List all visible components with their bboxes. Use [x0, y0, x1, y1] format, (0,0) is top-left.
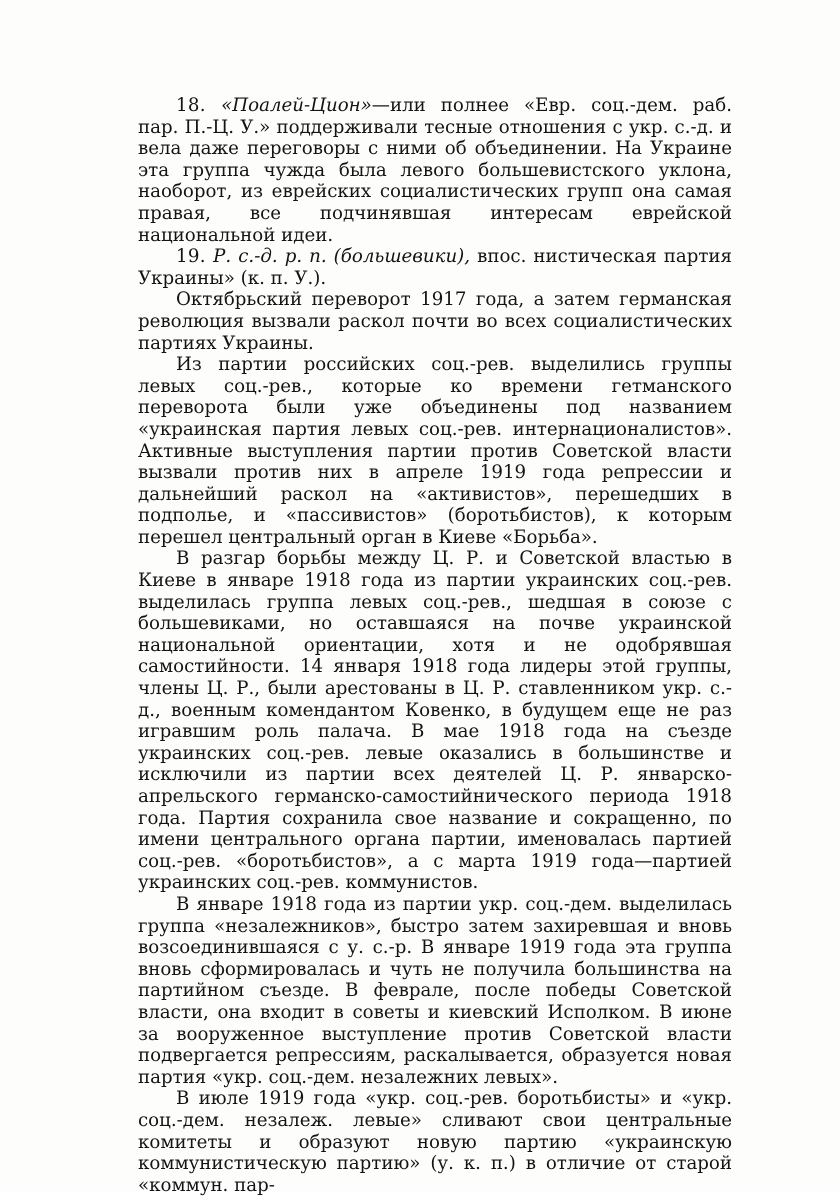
paragraph-text: —или полнее «Евр. соц.-дем. раб. пар. П.-Ц. У.» поддерживали тесные отношения с укр. с.-д. и вела даже переговоры с ними об объединении. На Украине эта группа чужда была левого большевистского уклона, наоборот, из еврейских социалистических групп она самая правая, все подчинявшая интересам еврейской национальной идеи. [138, 95, 732, 246]
paragraph-text: В разгар борьбы между Ц. Р. и Советской властью в Киеве в январе 1918 года из партии украинских соц.-рев. выделилась группа левых соц.-рев., шедшая в союзе с большевиками, но оставшаяся на почве украинской национальной ориентации, хотя и не одобрявшая самостийности. 14 января 1918 года лидеры этой группы, члены Ц. Р., были арестованы в Ц. Р. ставленником укр. с.-д., военным комендантом Ковенко, в будущем еще не раз игравшим роль палача. В мае 1918 года на съезде украинских соц.-рев. левые оказались в большинстве и исключили из партии всех деятелей Ц. Р. январско-апрельского германско-самостийнического периода 1918 года. Партия сохранила свое название и сокращенно, по имени центрального органа партии, именовалась партией соц.-рев. «боротьбистов», а с марта 1919 года—партией украинских соц.-рев. коммунистов. [138, 548, 732, 894]
paragraph-ukp [138, 1088, 732, 1196]
paragraph-nezalezhniki [138, 894, 732, 1088]
note-19-paragraph [138, 246, 732, 289]
note-18-paragraph [138, 95, 732, 246]
party-name-italic: Р. с.-д. р. п. (большевики), [213, 246, 471, 268]
note-number: 19. [176, 246, 214, 268]
paragraph-text: В январе 1918 года из партии укр. соц.-дем. выделилась группа «незалежников», быстро затем захиревшая и вновь возсоединившаяся с у. с.-р. В январе 1919 года эта группа вновь сформировалась и чуть не получила большинства на партийном съезде. В феврале, после победы Советской власти, она входит в советы и киевский Исполком. В июне за вооруженное выступление против Советской власти подвергается репрессиям, раскалывается, образуется новая партия «укр. соц.-дем. незалежних левых». [138, 893, 732, 1088]
paragraph-october-revolution [138, 289, 732, 354]
party-name-italic: «Поалей-Цион» [221, 95, 372, 116]
paragraph-borotbists [138, 548, 732, 894]
note-number: 18. [176, 95, 222, 116]
paragraph-text: Из партии российских соц.-рев. выделились группы левых соц.-рев., которые ко времени гетманского переворота были уже объединены под названием «украинская партия левых соц.-рев. интернационалистов». Активные выступления партии против Советской власти вызвали против них в апреле 1919 года репрессии и дальнейший раскол на «активистов», перешедших в подполье, и «пассивистов» (боротьбистов), к которым перешел центральный орган в Киеве «Борьба». [138, 354, 732, 548]
paragraph-text: впос. нистическая партия Украины» (к. п. У.). [138, 246, 732, 289]
paragraph-text: Октябрьский переворот 1917 года, а затем германская революция вызвали раскол почти во всех социалистических партиях Украины. [138, 289, 732, 354]
body-text [138, 95, 732, 1196]
paragraph-text: В июле 1919 года «укр. соц.-рев. боротьбисты» и «укр. соц.-дем. незалеж. левые» сливают свои центральные комитеты и образуют новую партию «украинскую коммунистическую партию» (у. к. п.) в отличие от старой «коммун. пар- [138, 1088, 732, 1196]
paragraph-left-sr [138, 354, 732, 548]
